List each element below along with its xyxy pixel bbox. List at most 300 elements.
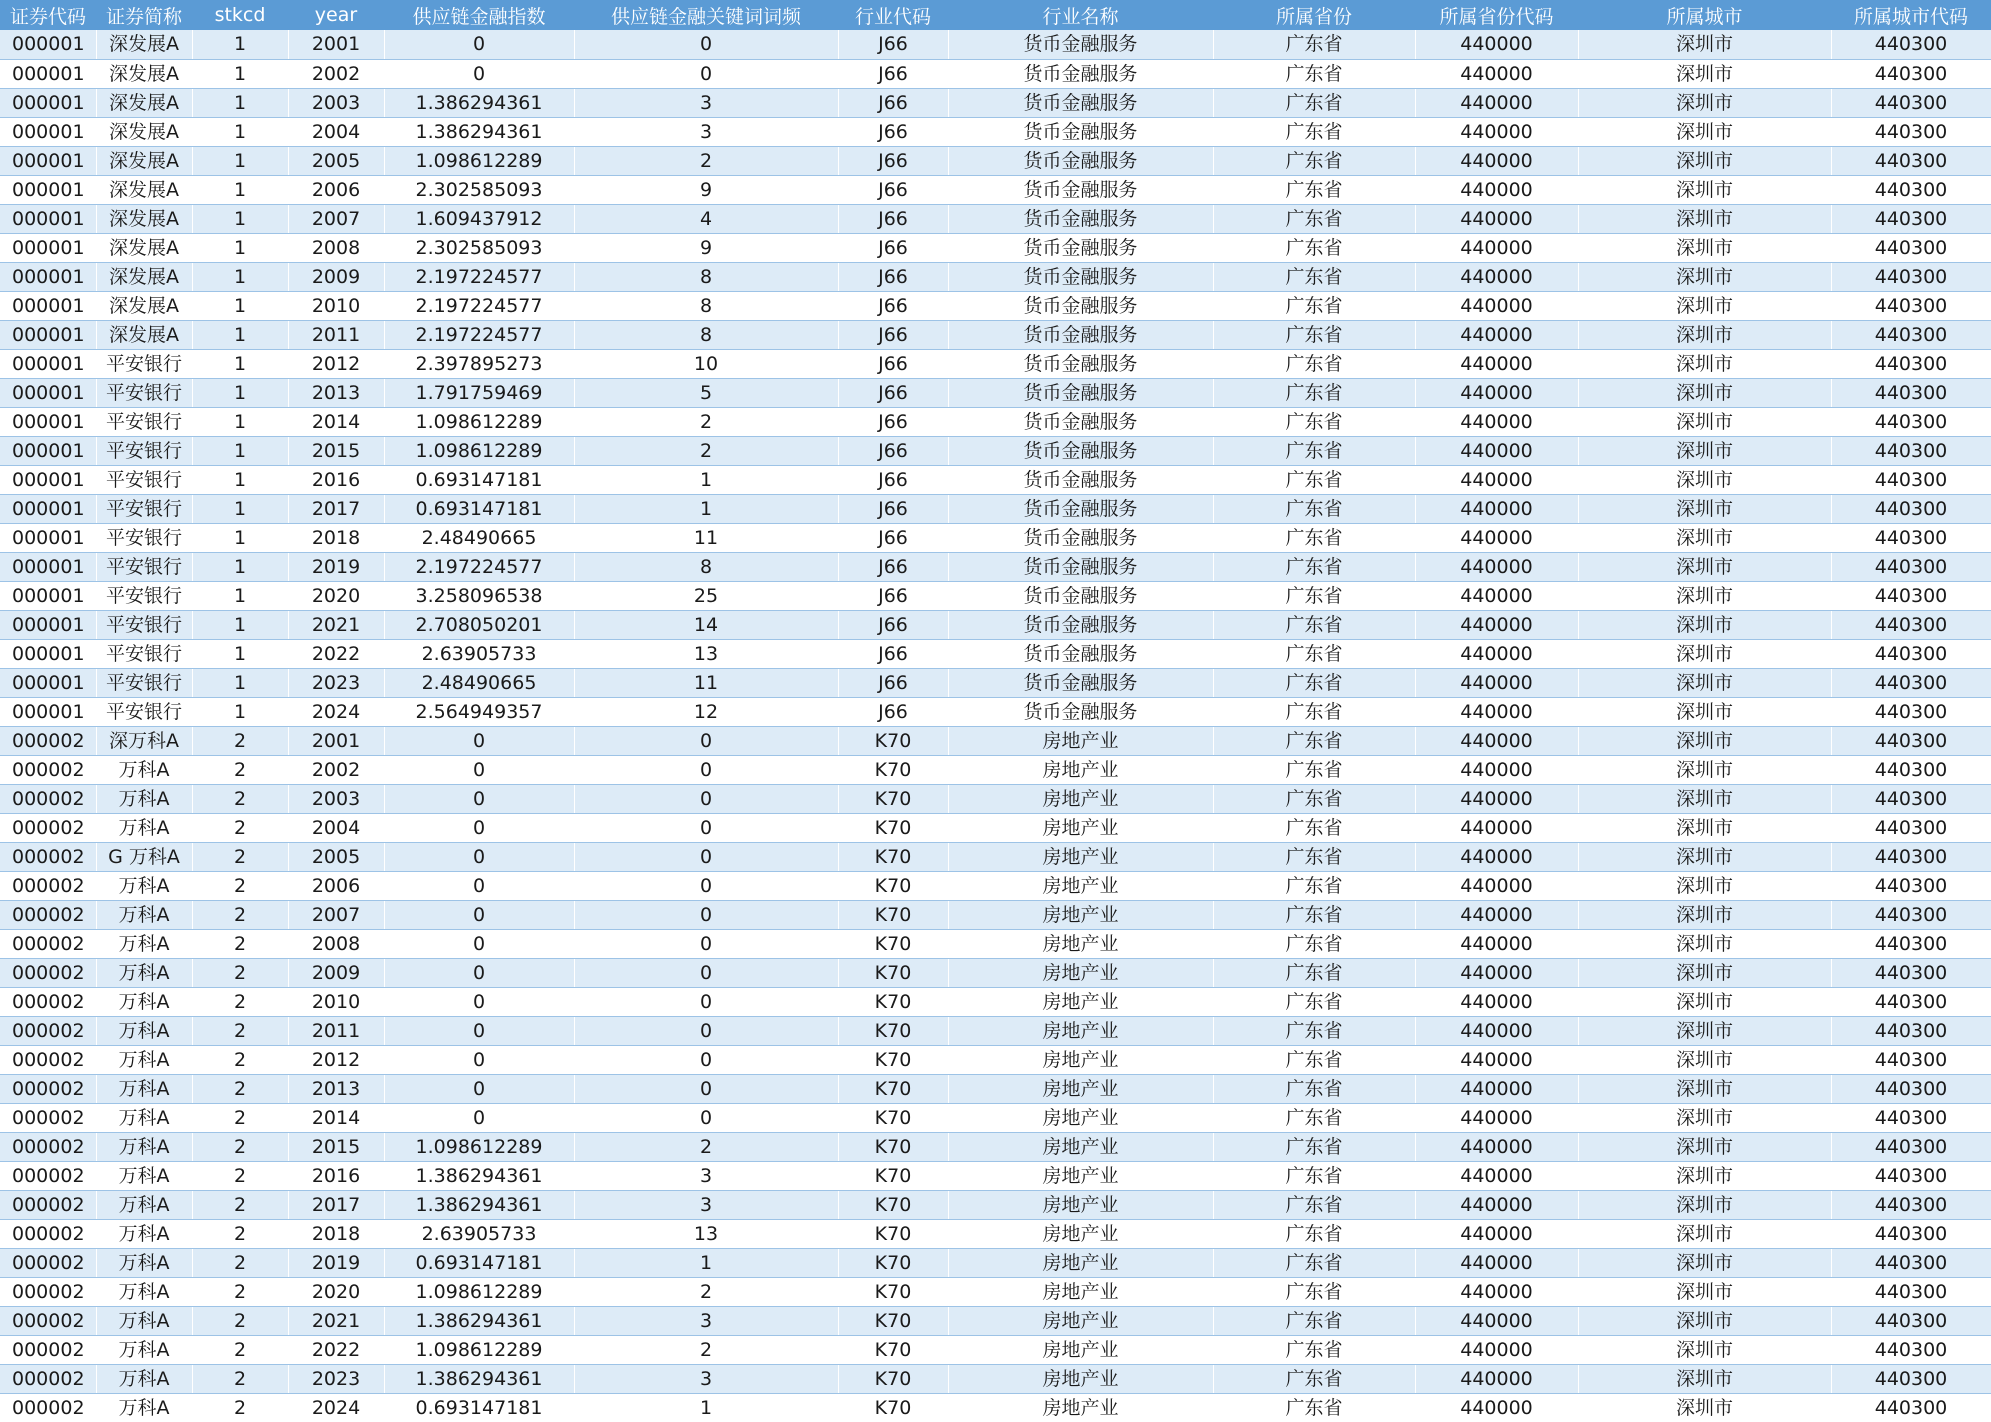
table-cell[interactable]: J66	[838, 262, 948, 291]
table-cell[interactable]: 0	[384, 726, 574, 755]
table-cell[interactable]: 2010	[288, 291, 384, 320]
column-header[interactable]: 所属省份	[1213, 0, 1415, 30]
table-cell[interactable]: 000001	[0, 30, 96, 59]
table-cell[interactable]: 1.098612289	[384, 1277, 574, 1306]
table-cell[interactable]: 2	[574, 1132, 838, 1161]
table-cell[interactable]: 货币金融服务	[948, 88, 1213, 117]
table-cell[interactable]: 2018	[288, 523, 384, 552]
table-cell[interactable]: 000002	[0, 987, 96, 1016]
table-cell[interactable]: 0	[384, 842, 574, 871]
table-cell[interactable]: 0.693147181	[384, 494, 574, 523]
table-cell[interactable]: 440300	[1831, 1393, 1991, 1422]
table-cell[interactable]: 深圳市	[1578, 117, 1831, 146]
table-cell[interactable]: 440300	[1831, 842, 1991, 871]
table-cell[interactable]: 货币金融服务	[948, 494, 1213, 523]
table-cell[interactable]: K70	[838, 1277, 948, 1306]
table-cell[interactable]: 0	[384, 958, 574, 987]
table-cell[interactable]: 440300	[1831, 610, 1991, 639]
table-cell[interactable]: 2019	[288, 1248, 384, 1277]
table-cell[interactable]: 8	[574, 262, 838, 291]
table-cell[interactable]: 2	[192, 842, 288, 871]
table-cell[interactable]: 440300	[1831, 88, 1991, 117]
table-cell[interactable]: 440000	[1415, 610, 1578, 639]
table-cell[interactable]: 440000	[1415, 523, 1578, 552]
table-cell[interactable]: 2007	[288, 204, 384, 233]
table-cell[interactable]: 货币金融服务	[948, 233, 1213, 262]
table-cell[interactable]: 440300	[1831, 233, 1991, 262]
table-cell[interactable]: 2014	[288, 1103, 384, 1132]
table-cell[interactable]: 房地产业	[948, 1335, 1213, 1364]
table-cell[interactable]: 3	[574, 1306, 838, 1335]
table-cell[interactable]: 货币金融服务	[948, 523, 1213, 552]
table-cell[interactable]: 440300	[1831, 291, 1991, 320]
column-header[interactable]: 供应链金融指数	[384, 0, 574, 30]
table-cell[interactable]: 货币金融服务	[948, 204, 1213, 233]
table-cell[interactable]: 平安银行	[96, 668, 192, 697]
table-cell[interactable]: 货币金融服务	[948, 349, 1213, 378]
table-cell[interactable]: 440000	[1415, 871, 1578, 900]
table-cell[interactable]: 房地产业	[948, 726, 1213, 755]
table-cell[interactable]: 000001	[0, 639, 96, 668]
table-cell[interactable]: 440000	[1415, 1074, 1578, 1103]
table-cell[interactable]: 货币金融服务	[948, 436, 1213, 465]
table-cell[interactable]: 440300	[1831, 726, 1991, 755]
table-cell[interactable]: 440300	[1831, 407, 1991, 436]
table-cell[interactable]: 2022	[288, 639, 384, 668]
table-cell[interactable]: K70	[838, 1248, 948, 1277]
table-cell[interactable]: 深发展A	[96, 233, 192, 262]
table-cell[interactable]: 440000	[1415, 117, 1578, 146]
table-cell[interactable]: 深发展A	[96, 204, 192, 233]
table-cell[interactable]: 2	[192, 1132, 288, 1161]
table-cell[interactable]: 440000	[1415, 842, 1578, 871]
column-header[interactable]: year	[288, 0, 384, 30]
table-cell[interactable]: 440300	[1831, 1016, 1991, 1045]
table-cell[interactable]: 房地产业	[948, 1306, 1213, 1335]
table-cell[interactable]: 深圳市	[1578, 262, 1831, 291]
table-cell[interactable]: 440000	[1415, 1393, 1578, 1422]
table-cell[interactable]: 广东省	[1213, 639, 1415, 668]
table-cell[interactable]: 440000	[1415, 1219, 1578, 1248]
table-cell[interactable]: 广东省	[1213, 349, 1415, 378]
table-cell[interactable]: K70	[838, 1393, 948, 1422]
table-cell[interactable]: 1	[192, 639, 288, 668]
table-cell[interactable]: 货币金融服务	[948, 30, 1213, 59]
table-cell[interactable]: 万科A	[96, 755, 192, 784]
table-cell[interactable]: 万科A	[96, 1161, 192, 1190]
table-cell[interactable]: 440300	[1831, 1161, 1991, 1190]
table-cell[interactable]: 平安银行	[96, 465, 192, 494]
table-cell[interactable]: J66	[838, 697, 948, 726]
table-cell[interactable]: 0	[384, 871, 574, 900]
table-cell[interactable]: 000001	[0, 88, 96, 117]
table-cell[interactable]: 1	[192, 175, 288, 204]
table-cell[interactable]: 10	[574, 349, 838, 378]
table-cell[interactable]: 000001	[0, 668, 96, 697]
table-cell[interactable]: 2	[192, 813, 288, 842]
table-cell[interactable]: 深圳市	[1578, 436, 1831, 465]
table-cell[interactable]: 2020	[288, 1277, 384, 1306]
table-cell[interactable]: 1	[574, 1248, 838, 1277]
table-cell[interactable]: 000001	[0, 465, 96, 494]
table-cell[interactable]: 3	[574, 117, 838, 146]
table-cell[interactable]: 440300	[1831, 784, 1991, 813]
table-cell[interactable]: 000002	[0, 1335, 96, 1364]
table-cell[interactable]: 房地产业	[948, 1190, 1213, 1219]
table-cell[interactable]: 深发展A	[96, 117, 192, 146]
table-cell[interactable]: 深圳市	[1578, 320, 1831, 349]
table-cell[interactable]: 1	[574, 494, 838, 523]
table-cell[interactable]: 9	[574, 233, 838, 262]
table-cell[interactable]: 1	[574, 465, 838, 494]
table-cell[interactable]: 房地产业	[948, 987, 1213, 1016]
table-cell[interactable]: 0	[574, 1103, 838, 1132]
table-cell[interactable]: 深圳市	[1578, 59, 1831, 88]
table-cell[interactable]: 0	[574, 784, 838, 813]
table-cell[interactable]: 000001	[0, 291, 96, 320]
table-cell[interactable]: 货币金融服务	[948, 117, 1213, 146]
table-cell[interactable]: 万科A	[96, 1306, 192, 1335]
table-cell[interactable]: 2017	[288, 494, 384, 523]
table-cell[interactable]: 440000	[1415, 59, 1578, 88]
table-cell[interactable]: 440000	[1415, 929, 1578, 958]
table-cell[interactable]: K70	[838, 987, 948, 1016]
table-cell[interactable]: 2012	[288, 349, 384, 378]
table-cell[interactable]: 2	[192, 755, 288, 784]
table-cell[interactable]: 5	[574, 378, 838, 407]
table-cell[interactable]: 000001	[0, 349, 96, 378]
table-cell[interactable]: 440000	[1415, 30, 1578, 59]
table-cell[interactable]: 广东省	[1213, 175, 1415, 204]
table-cell[interactable]: 货币金融服务	[948, 59, 1213, 88]
table-cell[interactable]: 1	[192, 233, 288, 262]
table-cell[interactable]: 440000	[1415, 146, 1578, 175]
table-cell[interactable]: 440000	[1415, 900, 1578, 929]
table-cell[interactable]: J66	[838, 639, 948, 668]
table-cell[interactable]: 2006	[288, 871, 384, 900]
table-cell[interactable]: 货币金融服务	[948, 465, 1213, 494]
table-cell[interactable]: 平安银行	[96, 581, 192, 610]
table-cell[interactable]: 平安银行	[96, 523, 192, 552]
table-cell[interactable]: K70	[838, 1132, 948, 1161]
table-cell[interactable]: 深圳市	[1578, 1364, 1831, 1393]
table-cell[interactable]: K70	[838, 1364, 948, 1393]
table-cell[interactable]: 1	[192, 349, 288, 378]
table-cell[interactable]: 平安银行	[96, 436, 192, 465]
table-cell[interactable]: 2.197224577	[384, 262, 574, 291]
table-cell[interactable]: 0	[574, 842, 838, 871]
table-cell[interactable]: 0	[574, 958, 838, 987]
table-cell[interactable]: 深发展A	[96, 320, 192, 349]
table-cell[interactable]: 深圳市	[1578, 697, 1831, 726]
table-cell[interactable]: 440000	[1415, 1161, 1578, 1190]
table-cell[interactable]: 440000	[1415, 1306, 1578, 1335]
table-cell[interactable]: 深圳市	[1578, 813, 1831, 842]
table-cell[interactable]: 000001	[0, 494, 96, 523]
table-cell[interactable]: 平安银行	[96, 378, 192, 407]
table-cell[interactable]: 000001	[0, 378, 96, 407]
table-cell[interactable]: 440000	[1415, 755, 1578, 784]
table-cell[interactable]: 广东省	[1213, 552, 1415, 581]
table-cell[interactable]: K70	[838, 1045, 948, 1074]
table-cell[interactable]: 8	[574, 320, 838, 349]
table-cell[interactable]: 440300	[1831, 436, 1991, 465]
table-cell[interactable]: 广东省	[1213, 465, 1415, 494]
table-cell[interactable]: 万科A	[96, 1103, 192, 1132]
table-cell[interactable]: 1.098612289	[384, 436, 574, 465]
table-cell[interactable]: 万科A	[96, 1393, 192, 1422]
table-cell[interactable]: 1.386294361	[384, 1161, 574, 1190]
table-cell[interactable]: 440000	[1415, 1016, 1578, 1045]
table-cell[interactable]: 000002	[0, 1132, 96, 1161]
table-cell[interactable]: J66	[838, 465, 948, 494]
table-cell[interactable]: 0	[574, 30, 838, 59]
table-cell[interactable]: 2024	[288, 697, 384, 726]
table-cell[interactable]: 深圳市	[1578, 958, 1831, 987]
table-cell[interactable]: K70	[838, 929, 948, 958]
table-cell[interactable]: 货币金融服务	[948, 262, 1213, 291]
table-cell[interactable]: 深圳市	[1578, 1190, 1831, 1219]
table-cell[interactable]: 广东省	[1213, 1161, 1415, 1190]
table-cell[interactable]: 2002	[288, 755, 384, 784]
table-cell[interactable]: 2016	[288, 465, 384, 494]
table-cell[interactable]: 深圳市	[1578, 639, 1831, 668]
table-cell[interactable]: 440000	[1415, 436, 1578, 465]
table-cell[interactable]: 深圳市	[1578, 552, 1831, 581]
table-cell[interactable]: 平安银行	[96, 494, 192, 523]
table-cell[interactable]: 0	[574, 59, 838, 88]
table-cell[interactable]: K70	[838, 871, 948, 900]
table-cell[interactable]: 14	[574, 610, 838, 639]
table-cell[interactable]: 2015	[288, 1132, 384, 1161]
table-cell[interactable]: 1.386294361	[384, 88, 574, 117]
table-cell[interactable]: 2011	[288, 1016, 384, 1045]
table-cell[interactable]: G 万科A	[96, 842, 192, 871]
table-cell[interactable]: 000001	[0, 581, 96, 610]
table-cell[interactable]: 2001	[288, 30, 384, 59]
table-cell[interactable]: 440300	[1831, 958, 1991, 987]
table-cell[interactable]: 440300	[1831, 262, 1991, 291]
table-cell[interactable]: 广东省	[1213, 581, 1415, 610]
table-cell[interactable]: 广东省	[1213, 1045, 1415, 1074]
table-cell[interactable]: 2011	[288, 320, 384, 349]
table-cell[interactable]: J66	[838, 175, 948, 204]
table-cell[interactable]: 房地产业	[948, 813, 1213, 842]
table-cell[interactable]: J66	[838, 88, 948, 117]
column-header[interactable]: 所属城市	[1578, 0, 1831, 30]
table-cell[interactable]: 房地产业	[948, 1248, 1213, 1277]
table-cell[interactable]: 货币金融服务	[948, 146, 1213, 175]
table-cell[interactable]: 广东省	[1213, 291, 1415, 320]
table-cell[interactable]: 4	[574, 204, 838, 233]
table-cell[interactable]: 2	[574, 436, 838, 465]
table-cell[interactable]: 深圳市	[1578, 291, 1831, 320]
table-cell[interactable]: 1	[192, 30, 288, 59]
table-cell[interactable]: 广东省	[1213, 813, 1415, 842]
table-cell[interactable]: 万科A	[96, 1190, 192, 1219]
column-header[interactable]: 供应链金融关键词词频	[574, 0, 838, 30]
table-cell[interactable]: 000002	[0, 842, 96, 871]
table-cell[interactable]: 广东省	[1213, 523, 1415, 552]
table-cell[interactable]: 1.098612289	[384, 146, 574, 175]
table-cell[interactable]: 1	[192, 378, 288, 407]
table-cell[interactable]: 2.63905733	[384, 639, 574, 668]
table-cell[interactable]: 深圳市	[1578, 204, 1831, 233]
table-cell[interactable]: 2.48490665	[384, 523, 574, 552]
table-cell[interactable]: 房地产业	[948, 1016, 1213, 1045]
table-cell[interactable]: 440300	[1831, 1248, 1991, 1277]
table-cell[interactable]: 2	[574, 146, 838, 175]
table-cell[interactable]: 货币金融服务	[948, 407, 1213, 436]
table-cell[interactable]: 440300	[1831, 552, 1991, 581]
table-cell[interactable]: 深圳市	[1578, 233, 1831, 262]
table-cell[interactable]: J66	[838, 349, 948, 378]
table-cell[interactable]: 1.791759469	[384, 378, 574, 407]
table-cell[interactable]: 440000	[1415, 233, 1578, 262]
table-cell[interactable]: 深圳市	[1578, 1045, 1831, 1074]
table-cell[interactable]: 深圳市	[1578, 784, 1831, 813]
column-header[interactable]: 所属城市代码	[1831, 0, 1991, 30]
table-cell[interactable]: 深圳市	[1578, 1074, 1831, 1103]
table-cell[interactable]: 000001	[0, 204, 96, 233]
table-cell[interactable]: 2	[192, 1219, 288, 1248]
table-cell[interactable]: 2.197224577	[384, 552, 574, 581]
table-cell[interactable]: 440300	[1831, 813, 1991, 842]
table-cell[interactable]: 440300	[1831, 30, 1991, 59]
table-cell[interactable]: 房地产业	[948, 784, 1213, 813]
table-cell[interactable]: 1	[192, 581, 288, 610]
table-cell[interactable]: 房地产业	[948, 755, 1213, 784]
table-cell[interactable]: 440300	[1831, 987, 1991, 1016]
table-cell[interactable]: 000001	[0, 262, 96, 291]
table-cell[interactable]: 广东省	[1213, 88, 1415, 117]
table-cell[interactable]: 1	[192, 465, 288, 494]
table-cell[interactable]: 000001	[0, 117, 96, 146]
table-cell[interactable]: 440000	[1415, 697, 1578, 726]
table-cell[interactable]: 0	[574, 726, 838, 755]
table-cell[interactable]: 万科A	[96, 813, 192, 842]
table-cell[interactable]: 8	[574, 291, 838, 320]
table-cell[interactable]: 广东省	[1213, 117, 1415, 146]
table-cell[interactable]: 1	[192, 610, 288, 639]
table-cell[interactable]: 440000	[1415, 88, 1578, 117]
table-cell[interactable]: 2	[192, 900, 288, 929]
table-cell[interactable]: 000002	[0, 1161, 96, 1190]
table-cell[interactable]: 1	[192, 436, 288, 465]
table-cell[interactable]: 440300	[1831, 175, 1991, 204]
table-cell[interactable]: 000002	[0, 1074, 96, 1103]
table-cell[interactable]: 8	[574, 552, 838, 581]
column-header[interactable]: 行业名称	[948, 0, 1213, 30]
table-cell[interactable]: 440000	[1415, 1190, 1578, 1219]
table-cell[interactable]: 000002	[0, 1016, 96, 1045]
table-cell[interactable]: 2	[574, 1335, 838, 1364]
table-cell[interactable]: 1	[192, 117, 288, 146]
table-cell[interactable]: 深圳市	[1578, 900, 1831, 929]
table-cell[interactable]: 深圳市	[1578, 842, 1831, 871]
table-cell[interactable]: 440300	[1831, 349, 1991, 378]
table-cell[interactable]: 2	[192, 1306, 288, 1335]
table-cell[interactable]: 广东省	[1213, 929, 1415, 958]
table-cell[interactable]: 深圳市	[1578, 175, 1831, 204]
table-cell[interactable]: 2	[192, 1190, 288, 1219]
table-cell[interactable]: 广东省	[1213, 784, 1415, 813]
table-cell[interactable]: 2010	[288, 987, 384, 1016]
table-cell[interactable]: 1.098612289	[384, 407, 574, 436]
table-cell[interactable]: 0	[574, 1045, 838, 1074]
table-cell[interactable]: 深圳市	[1578, 494, 1831, 523]
table-cell[interactable]: 2	[192, 1045, 288, 1074]
table-cell[interactable]: 1	[192, 494, 288, 523]
table-cell[interactable]: 440300	[1831, 929, 1991, 958]
table-cell[interactable]: 0	[384, 1103, 574, 1132]
table-cell[interactable]: 1.386294361	[384, 1306, 574, 1335]
table-cell[interactable]: 广东省	[1213, 204, 1415, 233]
table-cell[interactable]: 440300	[1831, 1190, 1991, 1219]
table-cell[interactable]: 2.564949357	[384, 697, 574, 726]
table-cell[interactable]: 1	[192, 552, 288, 581]
table-cell[interactable]: 0	[574, 871, 838, 900]
table-cell[interactable]: 440300	[1831, 668, 1991, 697]
table-cell[interactable]: 0.693147181	[384, 1393, 574, 1422]
table-cell[interactable]: 440300	[1831, 1335, 1991, 1364]
table-cell[interactable]: 房地产业	[948, 1103, 1213, 1132]
table-cell[interactable]: 深发展A	[96, 262, 192, 291]
table-cell[interactable]: 440000	[1415, 784, 1578, 813]
table-cell[interactable]: 房地产业	[948, 929, 1213, 958]
table-cell[interactable]: 货币金融服务	[948, 291, 1213, 320]
table-cell[interactable]: 平安银行	[96, 639, 192, 668]
table-cell[interactable]: 3	[574, 1364, 838, 1393]
table-cell[interactable]: 440000	[1415, 349, 1578, 378]
table-cell[interactable]: 2017	[288, 1190, 384, 1219]
table-cell[interactable]: J66	[838, 581, 948, 610]
table-cell[interactable]: 440300	[1831, 1103, 1991, 1132]
table-cell[interactable]: 货币金融服务	[948, 610, 1213, 639]
table-cell[interactable]: K70	[838, 958, 948, 987]
table-cell[interactable]: 1.386294361	[384, 117, 574, 146]
table-cell[interactable]: 0	[384, 1045, 574, 1074]
table-cell[interactable]: 万科A	[96, 784, 192, 813]
table-cell[interactable]: 2021	[288, 1306, 384, 1335]
table-cell[interactable]: 13	[574, 1219, 838, 1248]
table-cell[interactable]: 0	[384, 755, 574, 784]
table-cell[interactable]: 440300	[1831, 639, 1991, 668]
table-cell[interactable]: 广东省	[1213, 755, 1415, 784]
table-cell[interactable]: 440000	[1415, 291, 1578, 320]
table-cell[interactable]: 440000	[1415, 407, 1578, 436]
table-cell[interactable]: 广东省	[1213, 842, 1415, 871]
table-cell[interactable]: 平安银行	[96, 349, 192, 378]
table-cell[interactable]: 440300	[1831, 320, 1991, 349]
table-cell[interactable]: 广东省	[1213, 407, 1415, 436]
table-cell[interactable]: 深圳市	[1578, 668, 1831, 697]
table-cell[interactable]: 深圳市	[1578, 1219, 1831, 1248]
table-cell[interactable]: 000002	[0, 726, 96, 755]
table-cell[interactable]: 000002	[0, 755, 96, 784]
table-cell[interactable]: 1	[192, 407, 288, 436]
column-header[interactable]: stkcd	[192, 0, 288, 30]
table-cell[interactable]: 000002	[0, 871, 96, 900]
table-cell[interactable]: J66	[838, 610, 948, 639]
table-cell[interactable]: 深圳市	[1578, 1277, 1831, 1306]
table-cell[interactable]: J66	[838, 523, 948, 552]
table-cell[interactable]: J66	[838, 59, 948, 88]
table-cell[interactable]: 1	[192, 320, 288, 349]
table-cell[interactable]: 12	[574, 697, 838, 726]
table-cell[interactable]: J66	[838, 117, 948, 146]
table-cell[interactable]: 440300	[1831, 900, 1991, 929]
